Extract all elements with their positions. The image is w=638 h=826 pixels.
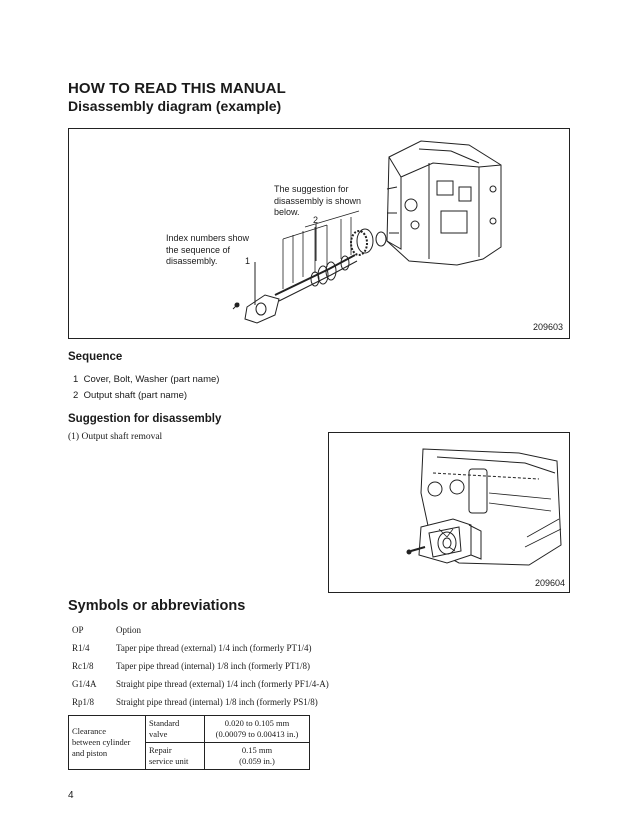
- index-callout-line1: Index numbers show: [166, 233, 250, 243]
- figure-number: 209603: [532, 322, 563, 332]
- figure-number: 209604: [534, 578, 565, 588]
- page-title: HOW TO READ THIS MANUAL: [68, 80, 286, 97]
- page-subtitle: Disassembly diagram (example): [68, 98, 282, 114]
- sequence-item-text: Cover, Bolt, Washer (part name): [83, 374, 220, 385]
- suggestion-callout-line3: below.: [274, 207, 300, 217]
- page-number: 4: [68, 790, 74, 801]
- index-callout-line3: disassembly.: [166, 256, 218, 266]
- spec-value-line: 0.020 to 0.105 mm: [224, 718, 290, 728]
- clearance-spec-table: [68, 715, 310, 770]
- sequence-item-number: 1: [73, 374, 79, 385]
- spec-value-cell: [205, 743, 310, 770]
- disassembly-diagram-frame: [68, 128, 570, 339]
- sequence-item-number: 2: [73, 390, 79, 401]
- symbol-description: Straight pipe thread (external) 1/4 inch (formerly PF1/4-A): [116, 679, 329, 689]
- spec-value-line: (0.00079 to 0.00413 in.): [215, 729, 299, 739]
- spec-item-line: between cylinder: [72, 737, 131, 747]
- symbol-abbreviation: R1/4: [72, 643, 90, 653]
- spec-label-cell: [146, 716, 205, 743]
- output-shaft-removal-figure: [328, 432, 570, 593]
- sequence-item-text: Output shaft (part name): [83, 390, 188, 401]
- index-number-1: 1: [245, 256, 251, 266]
- index-number-2: 2: [313, 215, 319, 225]
- sequence-heading: Sequence: [68, 351, 123, 363]
- spec-item-cell: [69, 716, 146, 770]
- sequence-item: [73, 390, 187, 401]
- symbol-abbreviation: OP: [72, 625, 84, 635]
- symbol-description: Taper pipe thread (internal) 1/8 inch (formerly PT1/8): [116, 661, 311, 671]
- output-shaft-removal-drawing: [329, 433, 569, 592]
- suggestion-callout-line2: disassembly is shown: [274, 195, 362, 206]
- symbol-abbreviation: G1/4A: [72, 679, 97, 689]
- suggestion-callout-line1: The suggestion for: [274, 184, 349, 194]
- symbol-description: Taper pipe thread (external) 1/4 inch (formerly PT1/4): [116, 643, 312, 653]
- spec-label-line: valve: [149, 729, 168, 739]
- spec-label-line: service unit: [149, 756, 189, 766]
- sequence-item: [73, 374, 219, 385]
- suggestion-heading: Suggestion for disassembly: [68, 413, 222, 425]
- transmission-exploded-drawing: [69, 129, 569, 338]
- symbol-description: Straight pipe thread (internal) 1/8 inch (formerly PS1/8): [116, 697, 318, 707]
- spec-value-line: 0.15 mm: [241, 745, 273, 755]
- spec-value-line: (0.059 in.): [239, 756, 275, 766]
- spec-label-cell: [146, 743, 205, 770]
- spec-item-line: Clearance: [72, 726, 106, 736]
- spec-label-line: Standard: [149, 718, 180, 728]
- spec-item-line: and piston: [72, 748, 108, 758]
- symbols-heading: Symbols or abbreviations: [68, 598, 246, 614]
- spec-value-cell: [205, 716, 310, 743]
- symbol-abbreviation: Rp1/8: [72, 697, 95, 707]
- symbol-description: Option: [116, 625, 142, 635]
- suggestion-step: (1) Output shaft removal: [68, 432, 163, 442]
- index-callout-line2: the sequence of: [166, 244, 231, 255]
- symbol-abbreviation: Rc1/8: [72, 661, 94, 671]
- spec-label-line: Repair: [149, 745, 172, 755]
